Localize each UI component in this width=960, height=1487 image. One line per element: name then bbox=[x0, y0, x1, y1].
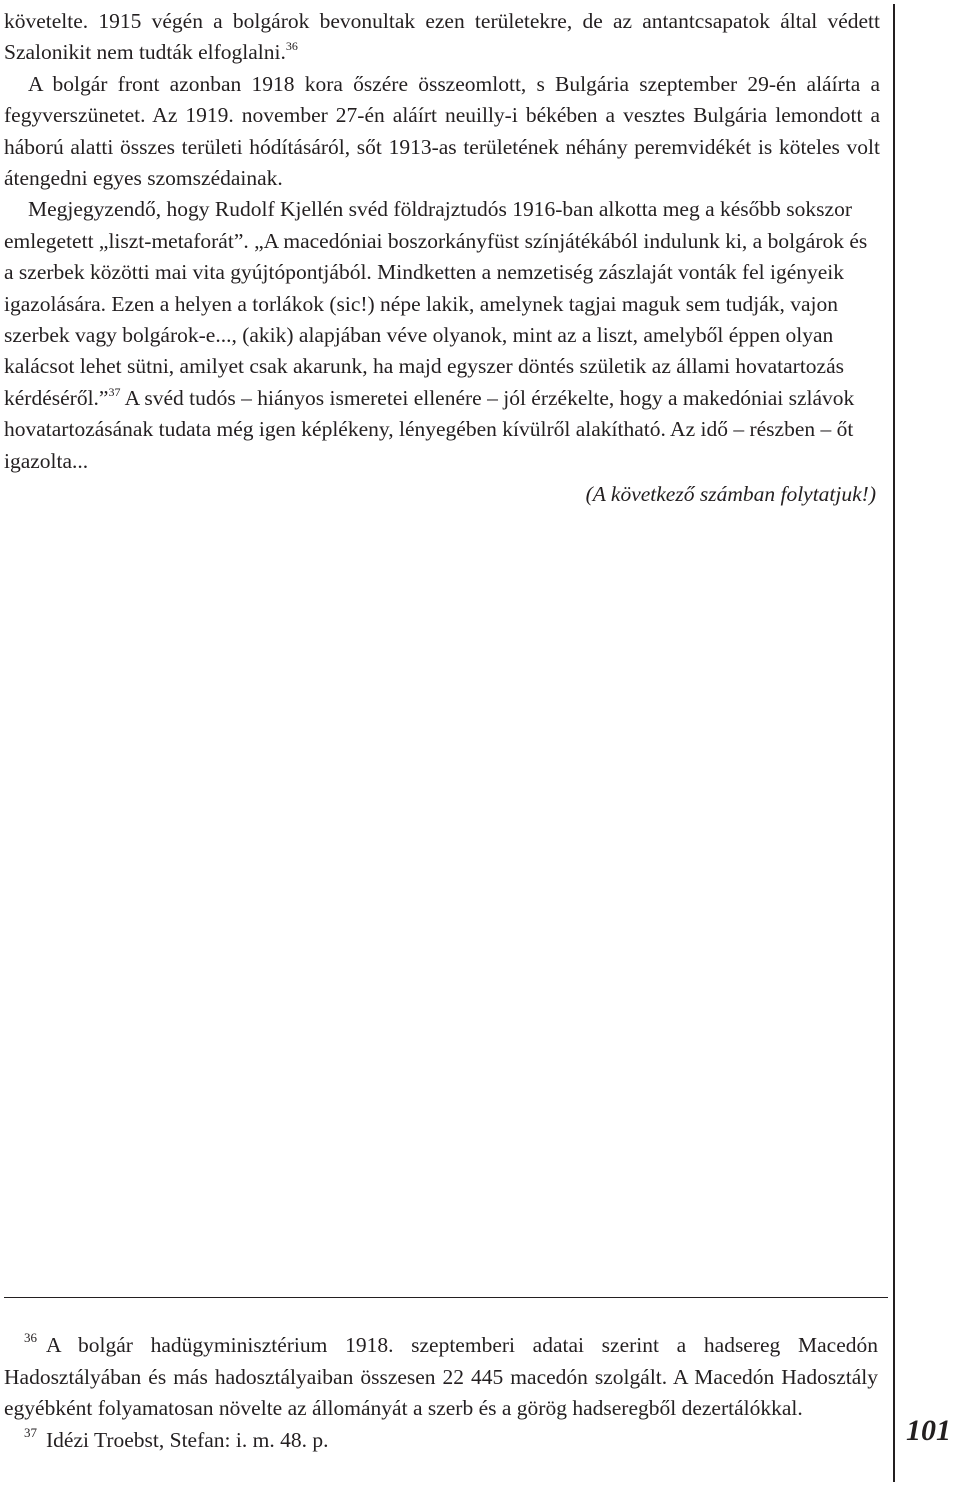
paragraph-3 bbox=[4, 194, 880, 477]
paragraph-1 bbox=[4, 6, 880, 69]
footnote-ref-36[interactable]: 36 bbox=[285, 39, 298, 54]
footnote-37: 37 Idézi Troebst, Stefan: i. m. 48. p. bbox=[24, 1424, 329, 1452]
footnote-36: 36 A bolgár hadügyminisztérium 1918. szeptemberi adatai szerint a hadsereg Macedón Hadosztályában és más hadosztályaiban összesen 22 445 macedón szolgált. A Macedón Hadosztály egyébként folyamatosan növelte az állományát a szerb és a görög hadseregből dezertálókkal. bbox=[4, 1330, 878, 1421]
footnote-text: Idézi Troebst, Stefan: i. m. 48. p. bbox=[46, 1427, 329, 1452]
footnotes bbox=[4, 1330, 878, 1456]
main-text bbox=[4, 6, 880, 511]
footnote-ref-37[interactable]: 37 bbox=[108, 384, 121, 399]
continued-note: (A következő számban folytatjuk!) bbox=[585, 482, 876, 507]
footnote-separator bbox=[4, 1297, 888, 1298]
vertical-rule bbox=[893, 4, 895, 1482]
paragraph-3-quote: Megjegyzendő, hogy Rudolf Kjellén svéd földrajztudós 1916-ban alkotta meg a később sokszor emlegetett „liszt-metaforát”. „A macedóniai boszorkányfüst színjátékából indulunk ki, a bolgárok és a szerbek közötti mai vita gyújtópontjából. Mindketten a nemzetiség zászlaját vonták fel igényeik igazolására. Ezen a helyen a torlákok (sic!) népe lakik, amelynek tagjai maguk sem tudják, vajon szerbek vagy bolgárok-e..., (akik) alapjában véve olyanok, mint az a liszt, amelyből éppen olyan kalácsot lehet sütni, amilyet csak akarunk, ha majd egyszer döntés születik az állami hovatartozás kérdéséről.” bbox=[4, 197, 868, 410]
paragraph-3-tail: A svéd tudós – hiányos ismeretei ellenére – jól érzékelte, hogy a makedóniai szlávok hovatartozásának tudata még igen képlékeny, lényegében kívülről alakítható. Az idő – részben – őt igazolta... bbox=[4, 385, 855, 473]
paragraph-1-text: követelte. 1915 végén a bolgárok bevonultak ezen területekre, de az antantcsapatok által védett Szalonikit nem tudták elfoglalni. bbox=[4, 9, 880, 65]
footnote-text: A bolgár hadügyminisztérium 1918. szeptemberi adatai szerint a hadsereg Macedón Hadosztályában és más hadosztályaiban összesen 22 445 macedón szolgált. A Macedón Hadosztály egyébként folyamatosan növelte az állományát a szerb és a görög hadseregből dezertálókkal. bbox=[4, 1333, 878, 1421]
paragraph-2: A bolgár front azonban 1918 kora őszére összeomlott, s Bulgária szeptember 29-én aláírta a fegyverszünetet. Az 1919. november 27-én aláírt neuilly-i békében a vesztes Bulgária lemondott a háború alatti összes területi hódításáról, sőt 1913-as területének néhány peremvidékét is köteles volt átengedni egyes szomszédainak. bbox=[4, 71, 880, 191]
page-number: 101 bbox=[906, 1414, 951, 1447]
